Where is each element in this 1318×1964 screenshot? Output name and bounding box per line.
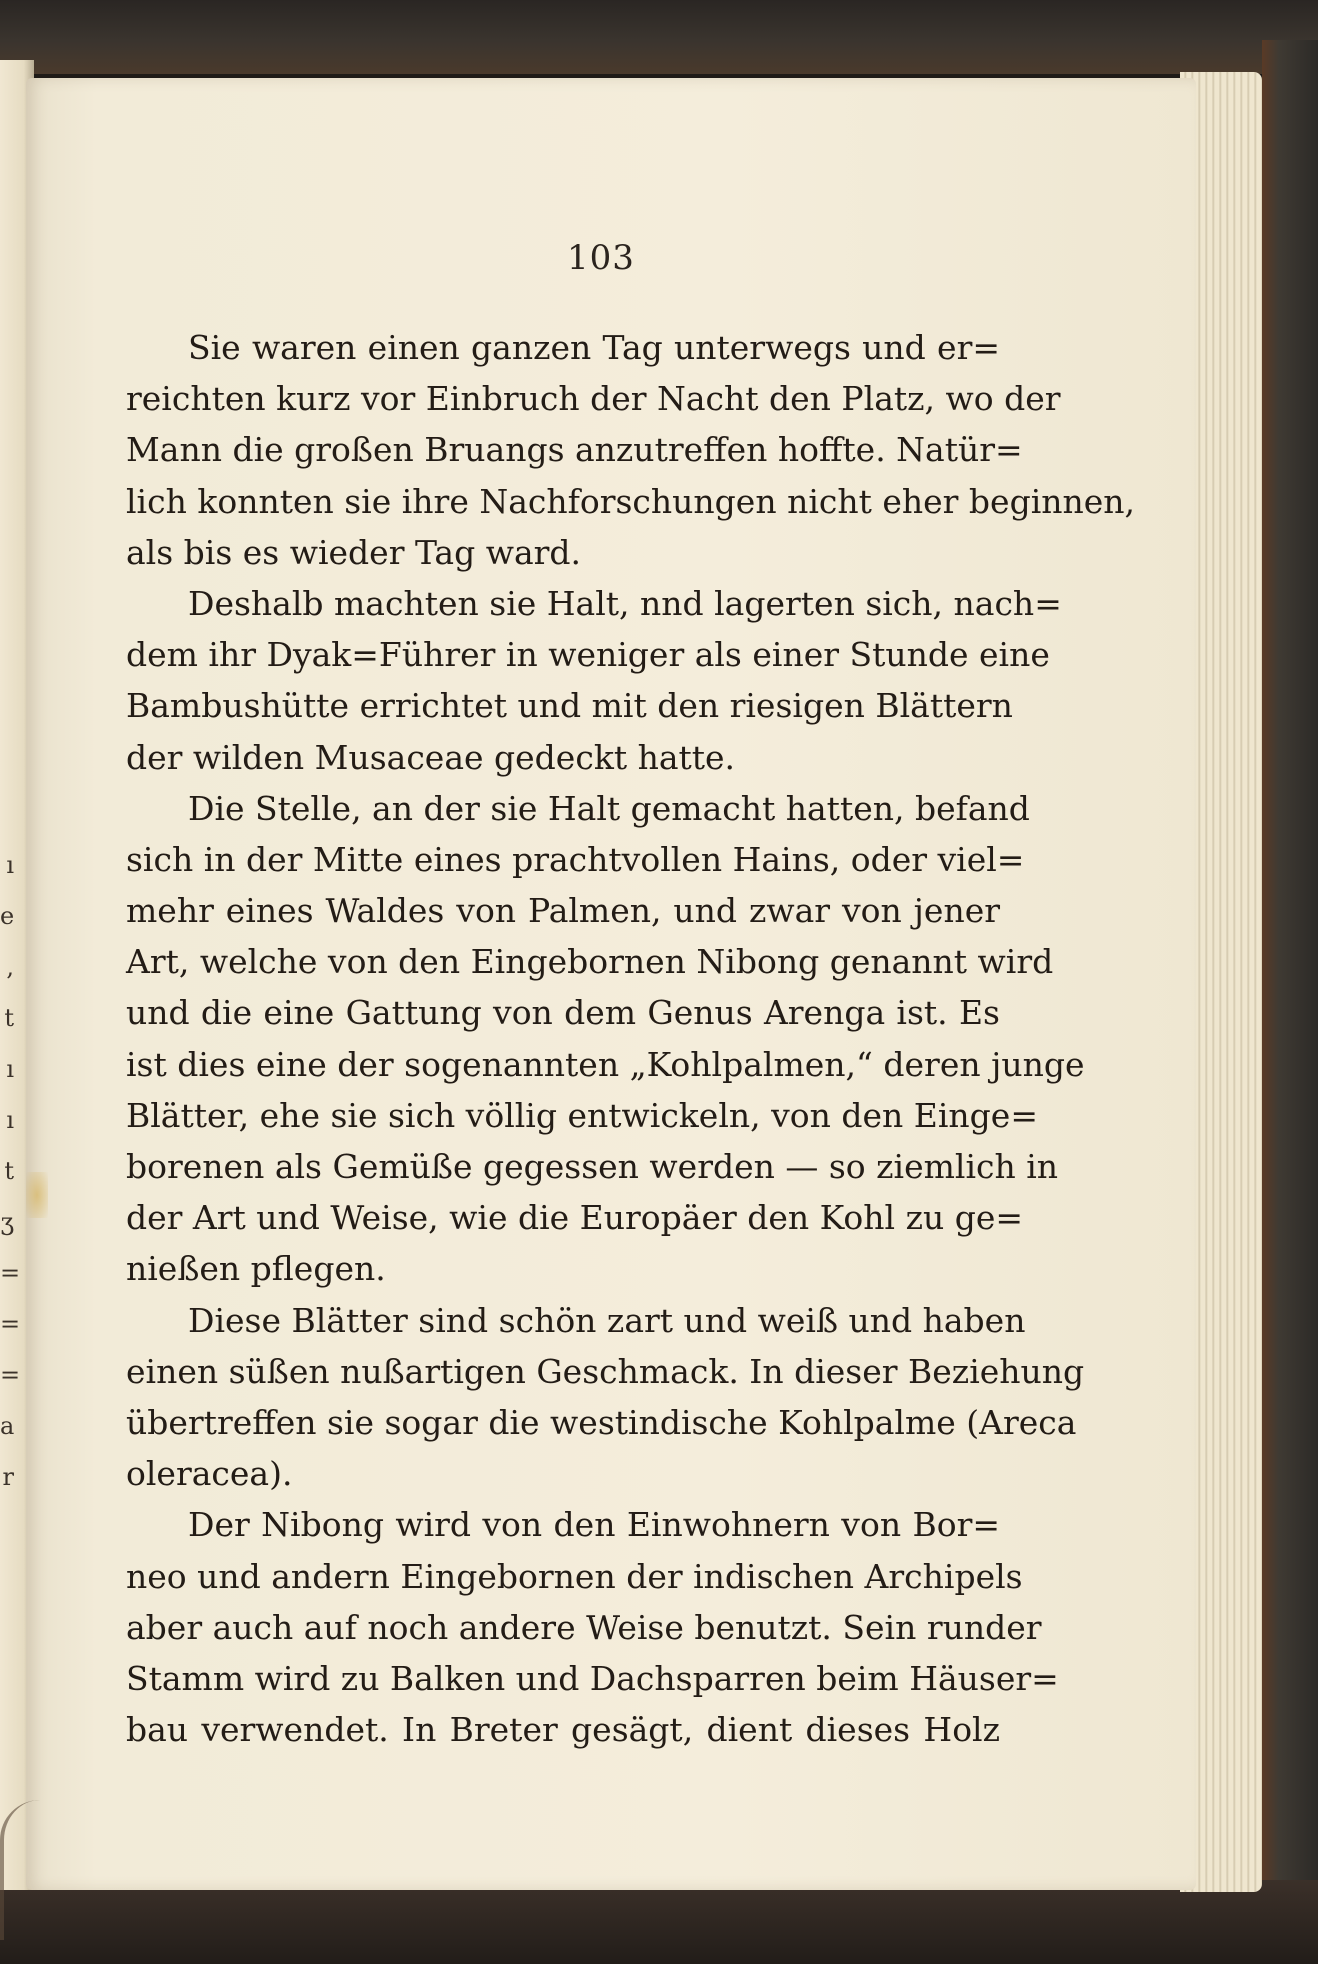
book-page (26, 78, 1196, 1890)
facing-page-fragment: , (6, 953, 14, 981)
book-cover-bottom (0, 1880, 1318, 1964)
facing-page-fragments (0, 840, 21, 1503)
facing-page-fragment: e (0, 902, 15, 930)
text-line: Art, welche von den Eingebornen Nibong genannt wird (126, 942, 1054, 982)
facing-page-fragment: ı (6, 851, 14, 879)
book-cover-top (0, 0, 1318, 74)
page-text-body (126, 322, 1136, 1755)
text-line: nießen pflegen. (126, 1249, 386, 1289)
text-line: reichten kurz vor Einbruch der Nacht den Platz, wo der (126, 379, 1061, 419)
facing-page-fragment: t (4, 1004, 14, 1032)
text-line: borenen als Gemüße gegessen werden — so ziemlich in (126, 1147, 1059, 1186)
text-line: und die eine Gattung von dem Genus Arenga ist. Es (126, 993, 1000, 1033)
facing-page-fragment: t (4, 1157, 14, 1185)
text-line: ist dies eine der sogenannten „Kohlpalmen,“ deren junge (126, 1044, 1085, 1084)
text-line: der wilden Musaceae gedeckt hatte. (126, 737, 736, 777)
paper-stain (26, 1172, 48, 1218)
bookmark-ribbon (0, 1800, 74, 1940)
text-line: bau verwendet. In Breter gesägt, dient dieses Holz (126, 1710, 1000, 1750)
page-number: 103 (567, 238, 635, 278)
text-line: Mann die großen Bruangs anzutreffen hoffte. Natür= (126, 430, 1023, 470)
text-line: dem ihr Dyak=Führer in weniger als einer Stunde eine (126, 635, 1050, 675)
text-line: der Art und Weise, wie die Europäer den Kohl zu ge= (126, 1198, 1024, 1238)
text-line: einen süßen nußartigen Geschmack. In dieser Beziehung (126, 1351, 1085, 1391)
text-line: Bambushütte errichtet und mit den riesigen Blättern (126, 686, 1013, 726)
facing-page-fragment: r (2, 1463, 14, 1491)
text-line: als bis es wieder Tag ward. (126, 532, 582, 572)
text-line: lich konnten sie ihre Nachforschungen nicht eher beginnen, (126, 481, 1136, 521)
text-line: Die Stelle, an der sie Halt gemacht hatten, befand (188, 788, 1030, 828)
text-line: Der Nibong wird von den Einwohnern von Bor= (188, 1505, 1000, 1545)
text-line: Stamm wird zu Balken und Dachsparren beim Häuser= (126, 1658, 1059, 1698)
facing-page-fragment: ı (6, 1055, 14, 1083)
text-line: Sie waren einen ganzen Tag unterwegs und er= (188, 328, 1000, 367)
text-line: Diese Blätter sind schön zart und weiß und haben (188, 1300, 1026, 1340)
facing-page-fragment: = (0, 1310, 21, 1338)
text-line: neo und andern Eingebornen der indischen Archipels (126, 1556, 1023, 1596)
facing-page-fragment: = (0, 1361, 21, 1389)
text-line: Deshalb machten sie Halt, nnd lagerten sich, nach= (188, 583, 1062, 623)
facing-page-fragment: ʒ (0, 1208, 14, 1236)
facing-page-fragment: = (0, 1259, 21, 1287)
text-line: übertreffen sie sogar die westindische Kohlpalme (Areca (126, 1402, 1077, 1442)
text-line: sich in der Mitte eines prachtvollen Hains, oder viel= (126, 839, 1025, 879)
text-line: mehr eines Waldes von Palmen, und zwar von jener (126, 891, 1000, 931)
text-line: oleracea). (126, 1454, 293, 1494)
book-cover-right (1262, 40, 1318, 1900)
facing-page-fragment: ı (6, 1106, 14, 1134)
text-line: Blätter, ehe sie sich völlig entwickeln, von den Einge= (126, 1095, 1038, 1135)
text-line: aber auch auf noch andere Weise benutzt. Sein runder (126, 1607, 1042, 1647)
facing-page-fragment: a (0, 1412, 15, 1440)
